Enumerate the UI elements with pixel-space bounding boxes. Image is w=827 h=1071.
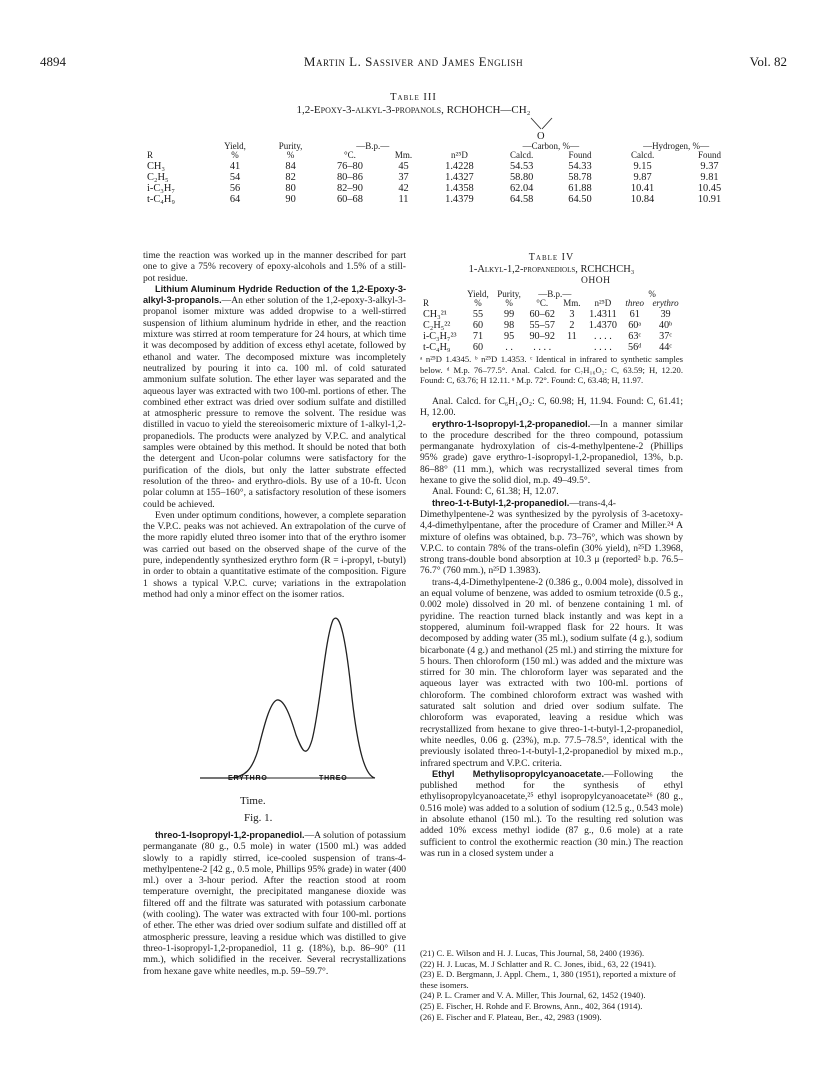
t4-col-yield-unit: % [474,298,482,309]
table-row [420,331,683,342]
t4-cell-erythro: 39 [660,308,671,320]
table3-caption [0,104,827,116]
t3-cell-r: CH₃ [147,160,166,172]
t4-cell-r: i-C₃H₇²³ [423,330,457,342]
table3-label: Table III [390,92,437,103]
t4-col-threo: threo [625,298,645,309]
t4-cell-n: . . . . [593,330,612,342]
t4-cell-mm [559,342,584,353]
table4-label: Table IV [528,252,575,263]
paragraph: Anal. Calcd. for C₆H₁₄O₂: C, 60.98; H, 11.94. Found: C, 61.41; H, 12.00. [420,396,683,419]
t3-cell-c-calcd: 54.53 [509,160,534,172]
table4-caption: 1-Alkyl-1,2-propanediols, RCHCHCH₃ [468,264,635,275]
paragraph [420,769,683,859]
t4-cell-purity: 99 [503,308,515,320]
t3-col-bp-c: °C. [344,150,356,161]
t4-cell-bp: 90–92 [529,330,555,342]
t4-col-pct: % [648,289,656,299]
t4-cell-purity: 95 [503,330,515,342]
figure-label-threo: THREO [319,775,348,782]
t3-cell-c-found: 61.88 [568,182,592,194]
paragraph: time the reaction was worked up in the manner described for part one to give a 75% recovery of epoxy-alcohols and 1.5% of a still-pot residue. [143,250,406,284]
t3-col-carbon-text: Carbon, % [531,141,571,151]
footnote: (26) E. Fischer and F. Plateau, Ber., 42, 2983 (1909). [420,1011,602,1022]
section-heading: threo-1-t-Butyl-1,2-propanediol. [432,497,570,508]
section-heading: Lithium Aluminum Hydride Reduction of the 1,2-Epoxy-3-alkyl-3-propanols. [143,283,406,306]
section-heading: erythro-1-Isopropyl-1,2-propanediol. [432,418,591,429]
t4-cell-n: 1.4311 [589,308,617,320]
t3-cell-n: 1.4379 [445,193,474,205]
volume-label: Vol. 82 [749,54,787,69]
t3-cell-yield: 56 [229,182,241,194]
t4-cell-yield: 60 [472,341,484,353]
left-column-lower [143,830,406,977]
paragraph [420,498,683,577]
paragraph: trans-4,4-Dimethylpentene-2 (0.386 g., 0.004 mole), dissolved in an equal volume of benzene, was added to osmium tetroxide (0.5 g., 0.002 mole) dissolved in 20 ml. of benzene containing 1 ml. of pyridine. The reaction turned black instantly and was kept in a stoppered, aluminum foil-wrapped flask for 22 hours. It was decomposed by adding water (35 ml.), sodium sulfate (4 g.), sodium bicarbonate (4 g.) and methanol (25 ml.) and stirring the mixture for 5 hours. Then chloroform (150 ml.) was added and the mixture was stirred for 30 min. The chloroform layer was separated and the aqueous layer was extracted with two 100-ml. portions of chloroform. The combined chloroform extract was washed with saturated salt solution and dried over sodium sulfate. The chloroform was evaporated, leaving a residue which was recrystallized from hexane to give threo-1-t-butyl-1,2-propanediol, white needles, 0.06 g. (23%), m.p. 77.5–78.5°, identical with the previously isolated threo-1-t-butyl-1,2-propanediol by mixed m.p., infrared spectrum and V.P.C. criteria. [420,576,683,769]
t4-cell-purity: 98 [503,319,515,331]
paragraph-body: —In a manner similar to the procedure described for the threo compound, potassium permanganate hydroxylation of cis-4-methylpentene-2 (Phillips 95% grade) gave erythro-1-isopropyl-1,2-propanediol, 13%, b.p. 86–88° (11 mm.), which was recrystallized several times from hexane to give the solid diol, m.p. 49–49.5°. [420,418,683,487]
t3-cell-c-found: 58.78 [568,171,592,183]
t4-cell-yield: 71 [472,330,484,342]
table3-caption-text: 1,2-Epoxy-3-alkyl-3-propanols, RCHOHCH—CH₂ [296,104,531,116]
footnote: (21) C. E. Wilson and H. J. Lucas, This Journal, 58, 2400 (1936). [420,948,645,958]
t3-cell-mm: 37 [398,171,409,183]
table-row [420,342,683,353]
t3-cell-purity: 80 [285,182,296,194]
t3-cell-h-found: 9.81 [700,171,719,183]
t3-cell-h-calcd: 9.15 [633,160,652,172]
t3-cell-purity: 84 [285,160,296,172]
t4-cell-threo: 60ᵃ [628,319,642,331]
t3-cell-bp: 60–68 [336,193,363,205]
t3-cell-c-calcd: 58.80 [509,171,534,183]
table-row [143,172,743,183]
t3-col-n: n²⁵D [451,150,468,161]
table-row [143,183,743,194]
running-header [40,54,787,74]
t4-cell-erythro: 44ᶜ [659,341,672,353]
footnote: (22) H. J. Lucas, M. J Schlatter and R. C. Jones, ibid., 63, 22 (1941). [420,958,657,969]
t4-cell-r: t-C₄H₉ [423,341,451,353]
figure-label-erythro: ERYTHRO [228,775,268,782]
t4-cell-r: CH₃²¹ [423,308,447,320]
figure-caption: Fig. 1. [244,812,273,824]
t3-cell-bp: 82–90 [336,182,363,194]
section-heading: Ethyl Methylisopropylcyanoacetate. [432,768,605,779]
t4-col-purity: Purity, [497,289,521,299]
t4-col-bp-c: °C. [536,298,549,309]
t3-cell-purity: 82 [285,171,296,183]
t3-cell-mm: 45 [398,160,409,172]
t4-col-n: n²⁵D [594,298,612,309]
paragraph [143,284,406,510]
t4-cell-purity: . . [505,341,513,353]
figure-axis-label: Time. [240,795,266,807]
t4-cell-erythro: 40ᵇ [658,319,673,331]
t3-col-h-calcd: Calcd. [630,150,655,161]
section-heading: threo-1-Isopropyl-1,2-propanediol. [155,830,305,840]
t3-col-carbon: —Carbon, %— [522,141,580,151]
footnote: (23) E. D. Bergmann, J. Appl. Chem., 1, 380 (1951), reported a mixture of these isomers. [420,969,676,990]
t3-cell-n: 1.4327 [445,171,474,183]
t3-cell-bp: 76–80 [336,160,363,172]
paragraph: Even under optimum conditions, however, a complete separation the V.P.C. peaks was not achieved. An extrapolation of the curve of the more rapidly eluted threo isomer into that of the erythro isomer was carried out based on the observed shape of the curve of the pure, independently synthesized erythro form (R = i-propyl, t-butyl) in order to obtain a quantitative estimate of the composition. Figure 1 shows a typical V.P.C. curve; variations in the extrapolation method had only a minor effect on the isomer ratios. [143,509,406,600]
t4-cell-bp: . . . . [533,341,552,353]
paragraph-body: —trans-4,4-Dimethylpentene-2 was synthesized by the pyrolysis of 3-acetoxy-4,4-dimethylpentane, after the procedure of Cramer and Miller.²⁴ A mixture of olefins was obtained, b.p. 73–76°, which was shown by V.P.C. to contain 78% of the trans-olefin (30% yield), n²⁵D 1.3968, strong trans-double bond absorption at 10.3 μ (reported² b.p. 76.5–76.7° (760 mm.), n²⁵D 1.3983). [420,497,683,577]
t3-cell-c-calcd: 64.58 [509,193,534,205]
t4-cell-bp: 55–57 [529,319,555,331]
t4-col-erythro: erythro [652,298,679,309]
t3-cell-h-found: 9.37 [700,160,719,172]
t4-cell-erythro: 37ᶜ [659,330,672,342]
vpc-curve-line [200,618,375,778]
t3-col-c-calcd: Calcd. [510,150,534,161]
t4-cell-threo: 63ᶜ [628,330,642,342]
t3-cell-r: i-C₃H₇ [147,182,176,194]
t4-cell-yield: 55 [472,308,484,320]
t3-col-hydrogen-text: Hydrogen, % [652,141,701,151]
t4-cell-bp: 60–62 [529,308,555,320]
t4-col-bp-mm: Mm. [563,298,581,309]
table4-notes: ᵃ n²⁵D 1.4345. ᵇ n²⁵D 1.4353. ᶜ Identical in infrared to synthetic samples below. ᵈ M.p. 76–77.5°. Anal. Calcd. for C₇H₁₆O₂: C, 63.59; H, 12.20. Found: C, 63.76; H 12.11. ᵉ M.p. 72°. Found: C, 63.48; H, 11.97. [420,354,683,386]
t3-cell-bp: 80–86 [336,171,363,183]
t3-cell-h-found: 10.91 [697,193,722,205]
t4-cell-yield: 60 [472,319,484,331]
t4-col-bp-text: B.p. [547,289,563,299]
paragraph: Anal. Found: C, 61.38; H, 12.07. [432,486,559,498]
left-column-upper [143,250,406,600]
running-title: Martin L. Sassiver and James English [303,54,524,69]
table-row [420,309,683,320]
t3-cell-mm: 42 [398,182,409,194]
t3-cell-n: 1.4228 [445,160,474,172]
t4-col-yield: Yield, [467,289,489,299]
t3-col-yield: Yield, [224,141,246,151]
t3-cell-purity: 90 [285,193,296,205]
t3-cell-h-calcd: 10.84 [630,193,655,205]
t4-cell-mm: 2 [569,319,575,331]
t4-cell-n: . . . . [593,341,612,353]
t3-col-yield-unit: % [231,150,239,161]
t3-cell-h-calcd: 9.87 [633,171,652,183]
t4-col-purity-unit: % [505,298,513,309]
footnote: (24) P. L. Cramer and V. A. Miller, This Journal, 62, 1452 (1940). [420,990,646,1001]
t3-cell-r: t-C₄H₉ [147,193,176,205]
t3-cell-yield: 41 [229,160,241,172]
paragraph-body: —An ether solution of the 1,2-epoxy-3-alkyl-3-propanol isomer mixture was added dropwise to a well-stirred suspension of lithium aluminum hydride in ether, and the reaction mixture was stirred at room temperature for 24 hours, at which time it was decomposed by addition of excess ethyl acetate, followed by ethanol and water. The decomposed mixture was incompletely neutralized by pouring it into ca. 100 ml. of cold saturated ammonium sulfate solution. The ether layer was separated and the aqueous layer was extracted with two 100-ml. portions of ether. The combined ether extract was dried over sodium sulfate and distilled at atmospheric pressure to remove the solvent. The residue was distilled in vacuo to yield the stereoisomeric mixture of 1-alkyl-1,2-propanediols. The products were analyzed by V.P.C. and analytical samples were obtained by this method. It should be noted that both the detergent and Ucon-polar columns were satisfactory for the purification of the diols, but only the latter substrate effected resolution of the threo- and erythro-diols. By use of a 10-ft. Ucon polar column at 155–160°, a satisfactory resolution of these isomers could be achieved. [143,295,406,510]
t3-col-hydrogen: —Hydrogen, %— [643,141,710,151]
paragraph [420,419,683,487]
t3-cell-h-found: 10.45 [697,182,722,194]
t3-col-bp: —B.p.— [356,141,390,151]
paragraph [143,830,406,977]
t3-col-purity-unit: % [286,150,295,161]
t3-cell-n: 1.4358 [445,182,474,194]
t3-col-bp-mm: Mm. [394,150,413,161]
t4-col-r: R [423,298,430,309]
t3-cell-r: C₂H₅ [147,171,169,183]
epoxide-oxygen: O [537,131,545,142]
t3-cell-yield: 64 [229,193,241,205]
paragraph-body: —A solution of potassium permanganate (80 g., 0.5 mole) in water (1500 ml.) was added slowly to a rapidly stirred, ice-cooled suspension of trans-4-methylpentene-2 [42 g., 0.5 mole, Phillips 95% grade) in water (400 ml.) over a 3-hour period. After the reaction stood at room temperature overnight, the precipitated manganese dioxide was filtered off and the filtrate was saturated with potassium carbonate (with cooling). The water was extracted with four 100-ml. portions of ether. The ether was dried over sodium sulfate and distilled off at atmospheric pressure, leaving a residue which was distilled to give threo-1-isopropyl-1,2-propanediol, 11 g. (18%), b.p. 86–90° (11 mm.), which solidified in the receiver. Several recrystallizations from hexane gave white needles, m.p. 59–59.7°. [143,830,406,977]
t4-cell-r: C₂H₅²² [423,319,451,331]
right-column-text [420,396,683,859]
table3 [143,142,743,205]
table4 [420,290,683,353]
table-row [420,320,683,331]
table4-caption-sub: OHOH [581,276,611,286]
t4-cell-mm: 3 [569,308,575,320]
t4-cell-mm: 11 [566,330,577,342]
t4-col-bp: —B.p.— [538,289,572,299]
footnote: (25) E. Fischer, H. Rohde and F. Browns, Ann., 402, 364 (1914). [420,1000,643,1011]
footnotes [420,948,683,1022]
t3-cell-c-calcd: 62.04 [509,182,534,194]
table-row [143,194,743,205]
t4-cell-threo: 61 [629,308,640,320]
t3-cell-yield: 54 [229,171,241,183]
t3-cell-c-found: 54.33 [568,160,592,172]
t3-cell-c-found: 64.50 [568,193,592,205]
t3-col-c-found: Found [568,150,592,161]
table-row [143,161,743,172]
paragraph-body: —Following the published method for the synthesis of ethyl ethylisopropylcyanoacetate,²⁵ ethyl isopropylcyanoacetate²⁶ (80 g., 0.516 mole) was added to a solution of sodium (12.5 g., 0.543 mole) in absolute ethanol (150 ml.). To the resulting red solution was added 10% excess methyl iodide (87 g., 0.6 mole) at a rate sufficient to control the exothermic reaction (30 min.) The reaction was run in a closed system under a [420,768,683,859]
t3-cell-mm: 11 [398,193,409,205]
t3-cell-h-calcd: 10.41 [630,182,655,194]
figure-1-vpc-curve [190,600,380,800]
t3-col-purity: Purity, [278,141,303,151]
t3-col-r: R [147,150,154,161]
t3-col-bp-text: B.p. [365,141,381,151]
t3-col-h-found: Found [698,150,722,161]
page-number: 4894 [40,54,66,69]
t4-cell-n: 1.4370 [588,319,617,331]
t4-cell-threo: 56ᵈ [628,341,642,353]
